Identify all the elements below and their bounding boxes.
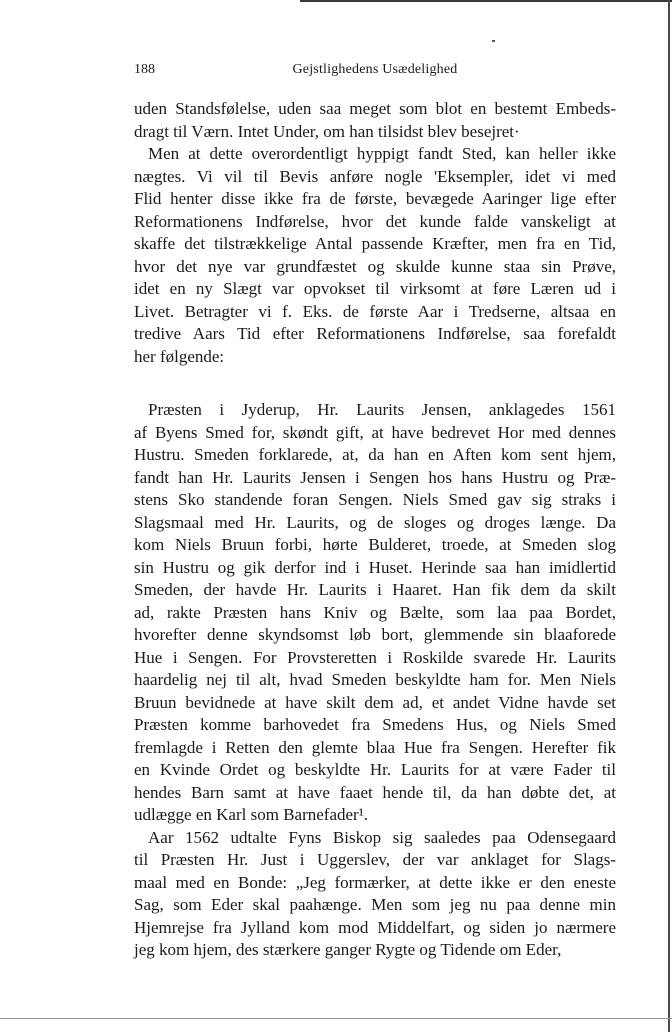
text-line: stens Sko standende foran Sengen. Niels Smed gav sig straks i <box>134 490 616 509</box>
running-title: Gejstlighedens Usædelighed <box>292 62 458 77</box>
paragraph-gap <box>134 368 616 399</box>
text-line: Slagsmaal med Hr. Laurits, og de sloges og droges længe. Da <box>134 512 616 532</box>
paragraph <box>134 399 616 827</box>
text-line: Præsten komme barhovedet fra Smedens Hus, og Niels Smed <box>134 715 616 734</box>
scan-edge-right <box>668 0 670 1032</box>
text-line: af Byens Smed for, skøndt gift, at have bedrevet Hor med dennes <box>134 422 616 442</box>
text-line: Smeden, der havde Hr. Laurits i Haaret. Han fik dem da skilt <box>134 580 616 599</box>
scan-speck <box>492 40 495 42</box>
text-line: Bruun bevidnede at have skilt dem ad, et andet Vidne havde set <box>134 692 616 712</box>
body-text <box>134 98 616 962</box>
text-line: haardelig nej til alt, hvad Smeden beskyldte ham for. Men Niels <box>134 670 616 689</box>
scan-edge-bottom <box>0 1018 672 1019</box>
text-line: Reformationens Indførelse, hvor det kunde falde vanskeligt at <box>134 211 616 231</box>
text-line: skaffe det tilstrækkelige Antal passende Kræfter, men fra en Tid, <box>134 234 616 253</box>
text-line: dragt til Værn. Intet Under, om han tilsidst blev besejret· <box>134 121 520 141</box>
text-line: her følgende: <box>134 346 225 366</box>
running-head <box>134 62 616 82</box>
scan-edge-top <box>300 0 672 2</box>
text-line: kom Niels Bruun forbi, hørte Bulderet, troede, at Smeden slog <box>134 535 616 554</box>
paragraph <box>134 143 616 368</box>
paragraph <box>134 98 616 143</box>
text-line: hvorefter denne skyndsomst løb bort, glemmende sin blaaforede <box>134 625 616 644</box>
text-line: Hjemrejse fra Jylland kom mod Middelfart, og siden jo nærmere <box>134 917 616 937</box>
text-line: Sag, som Eder skal paahænge. Men som jeg nu paa denne min <box>134 895 616 914</box>
text-line: idet en ny Slægt var opvokset til virksomt at føre Læren ud i <box>134 279 616 298</box>
text-line: sin Hustru og gik derfor ind i Huset. Herinde saa han imidlertid <box>134 557 616 577</box>
text-line: fremlagde i Retten den glemte blaa Hue fra Sengen. Herefter fik <box>134 737 616 757</box>
text-line: Men at dette overordentligt hyppigt fandt Sted, kan heller ikke <box>148 144 616 163</box>
text-line: Livet. Betragter vi f. Eks. de første Aar i Tredserne, altsaa en <box>134 301 616 321</box>
text-line: en Kvinde Ordet og beskyldte Hr. Laurits for at være Fader til <box>134 760 616 779</box>
text-line: nægtes. Vi vil til Bevis anføre nogle 'Eksempler, idet vi med <box>134 166 616 186</box>
text-line: uden Standsfølelse, uden saa meget som blot en bestemt Embeds- <box>134 99 616 118</box>
page-number: 188 <box>134 62 155 77</box>
text-line: Aar 1562 udtalte Fyns Biskop sig saaledes paa Odensegaard <box>148 827 616 847</box>
text-line: tredive Aars Tid efter Reformationens Indførelse, saa forefaldt <box>134 324 616 343</box>
text-line: til Præsten Hr. Just i Uggerslev, der var anklaget for Slags- <box>134 850 616 869</box>
text-line: Flid henter disse ikke fra de første, bevægede Aaringer lige efter <box>134 189 616 208</box>
text-line: Hue i Sengen. For Provsteretten i Roskilde svarede Hr. Laurits <box>134 647 616 667</box>
text-line: maal med en Bonde: „Jeg formærker, at dette ikke er den eneste <box>134 872 616 892</box>
text-line: ad, rakte Præsten hans Kniv og Bælte, som laa paa Bordet, <box>134 602 616 622</box>
text-line: fandt han Hr. Laurits Jensen i Sengen hos hans Hustru og Præ- <box>134 467 616 487</box>
text-line: hvor det nye var grundfæstet og skulde kunne staa sin Prøve, <box>134 256 616 276</box>
text-line: hendes Barn samt at have faaet hende til, da han døbte det, at <box>134 782 616 802</box>
text-line: jeg kom hjem, des stærkere ganger Rygte og Tidende om Eder, <box>134 940 562 959</box>
text-line: Præsten i Jyderup, Hr. Laurits Jensen, anklagedes 1561 <box>148 400 616 419</box>
text-line: Hustru. Smeden forklarede, at, da han en Aften kom sent hjem, <box>134 445 616 464</box>
paragraph <box>134 827 616 962</box>
text-line: udlægge en Karl som Barnefader¹. <box>134 805 369 824</box>
